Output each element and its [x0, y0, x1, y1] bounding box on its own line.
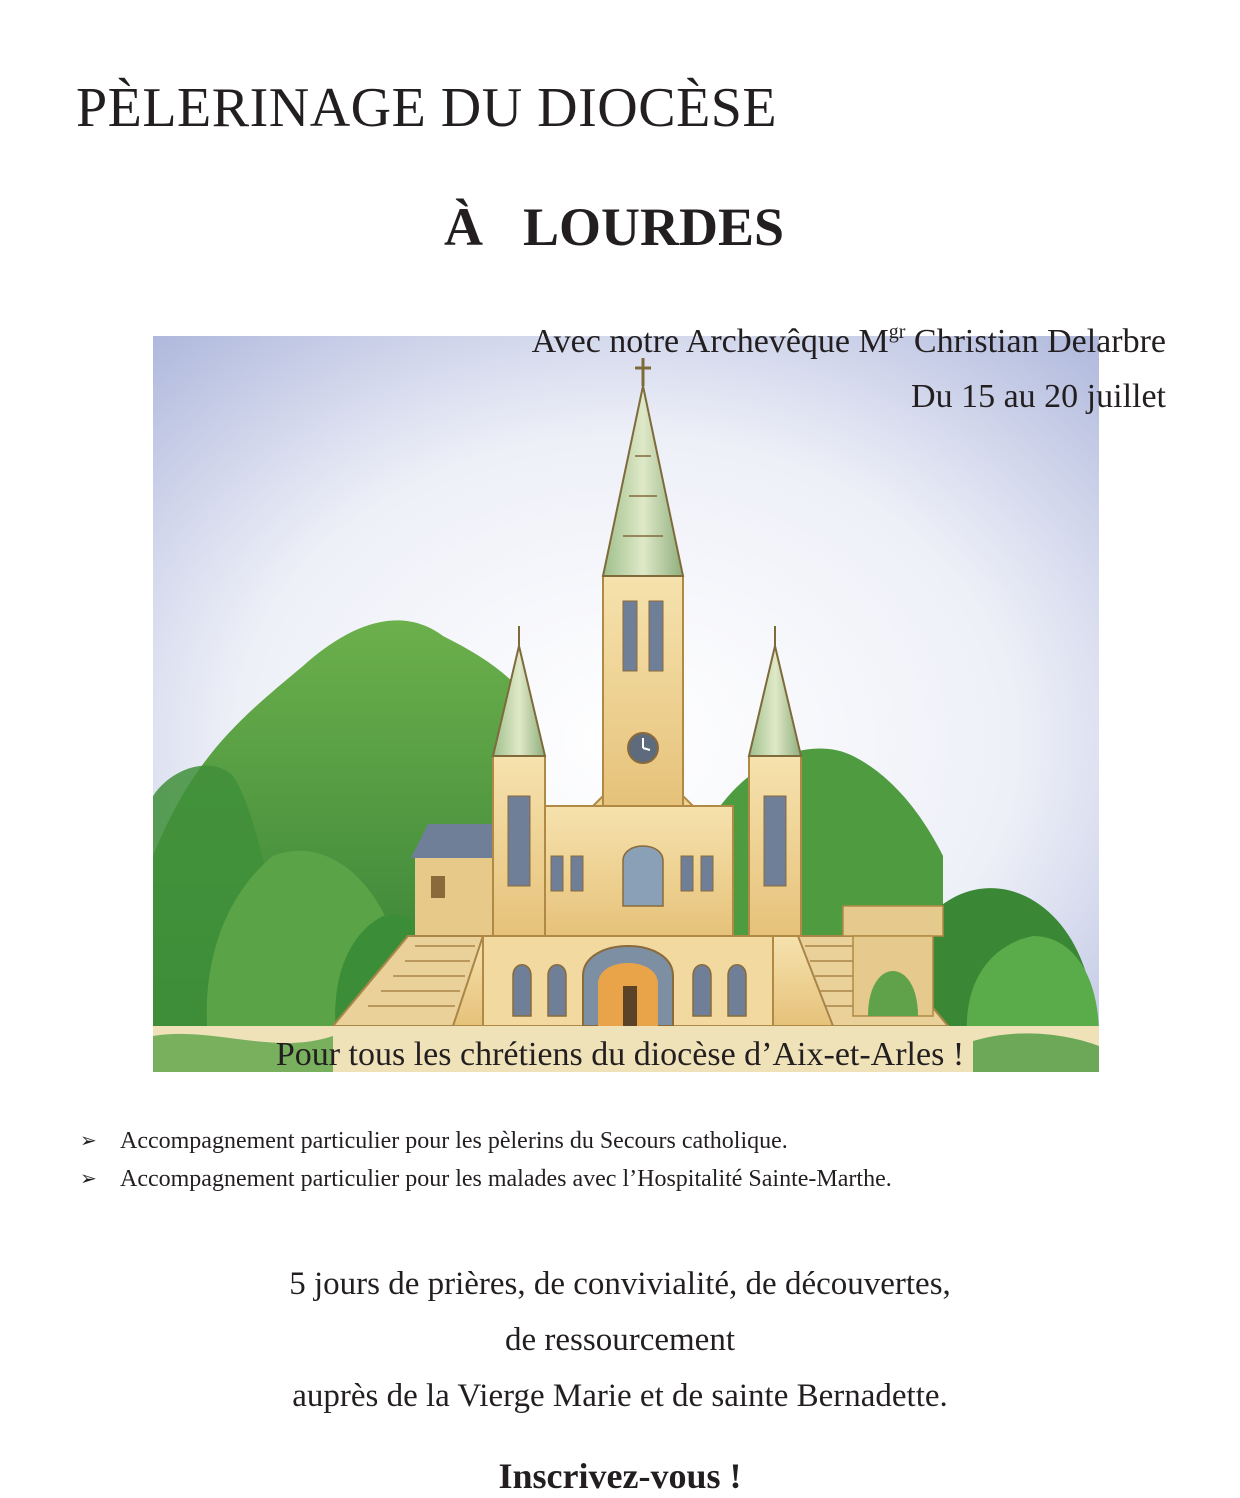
archbishop-abbrev-sup: gr: [888, 321, 906, 343]
title-location-prefix: À: [444, 197, 483, 257]
archbishop-name: Christian Delarbre: [905, 323, 1166, 360]
basilica-illustration: [153, 336, 1099, 1072]
title-location-name: LOURDES: [523, 197, 785, 257]
bullet-list: [80, 1122, 892, 1198]
list-item: [80, 1122, 892, 1160]
description-line: auprès de la Vierge Marie et de sainte Bernadette.: [292, 1378, 948, 1414]
description-block: [0, 1256, 1240, 1424]
bullet-text: Accompagnement particulier pour les malades avec l’Hospitalité Sainte-Marthe.: [120, 1166, 892, 1192]
archbishop-prefix: Avec notre Archevêque M: [531, 323, 889, 360]
description-line: de ressourcement: [505, 1322, 735, 1358]
arrow-bullet-icon: ➢: [80, 1168, 97, 1190]
title-location: [444, 197, 785, 257]
title-heading: PÈLERINAGE DU DIOCÈSE: [76, 77, 778, 139]
audience-line: Pour tous les chrétiens du diocèse d’Aix-et-Arles !: [275, 1036, 965, 1073]
bullet-text: Accompagnement particulier pour les pèlerins du Secours catholique.: [120, 1128, 788, 1154]
arrow-bullet-icon: ➢: [80, 1130, 97, 1152]
register-call-to-action: Inscrivez-vous !: [498, 1456, 742, 1496]
description-line: 5 jours de prières, de convivialité, de découvertes,: [289, 1266, 951, 1302]
list-item: [80, 1160, 892, 1198]
pilgrimage-dates: Du 15 au 20 juillet: [911, 378, 1166, 415]
archbishop-line: [532, 322, 1166, 359]
